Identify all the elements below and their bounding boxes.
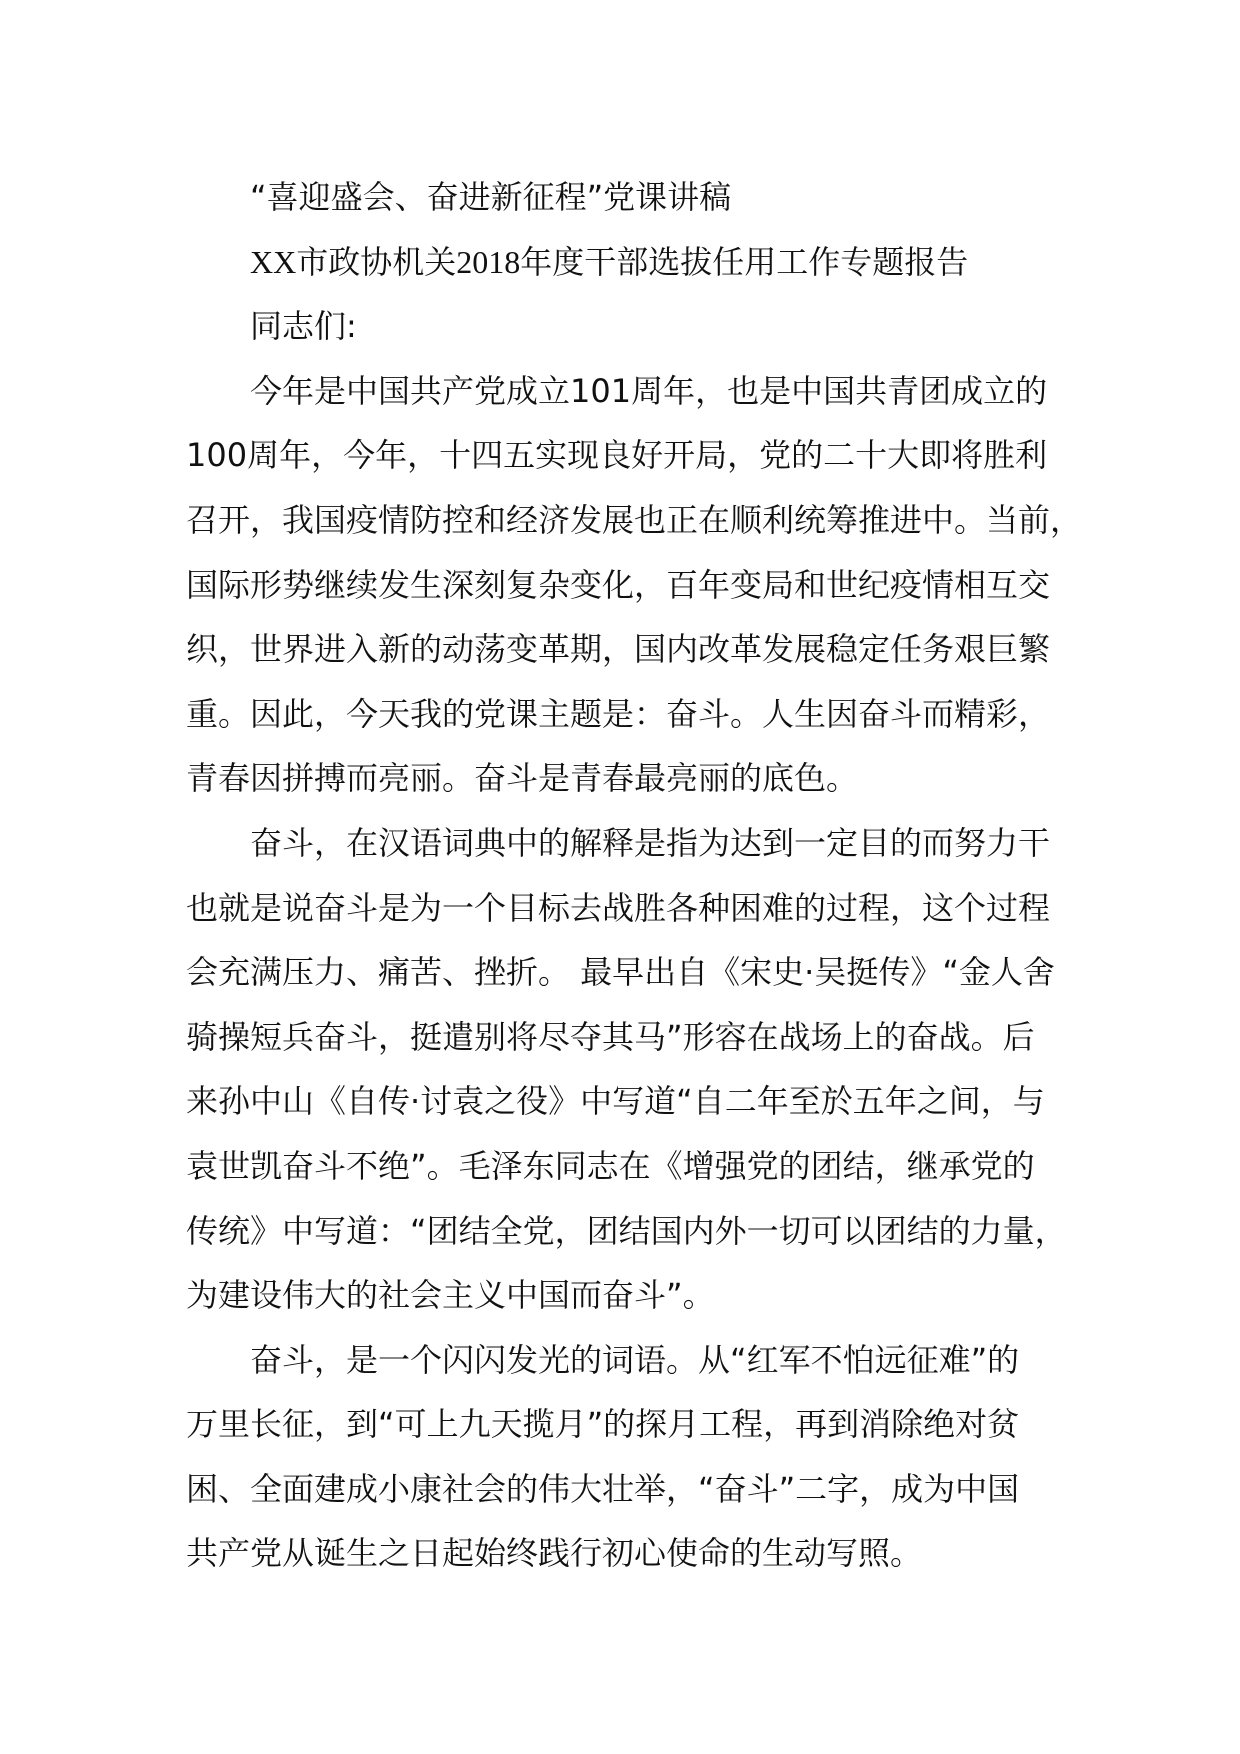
paragraph-3: [186, 1328, 1106, 1586]
paragraph-line: 奋斗，在汉语词典中的解释是指为达到一定目的而努力干: [250, 823, 1051, 862]
document-body: [186, 165, 1106, 1586]
paragraph-2: [186, 811, 1106, 1328]
paragraph-line: 国际形势继续发生深刻复杂变化，百年变局和世纪疫情相互交: [186, 565, 1051, 604]
paragraph-1: [186, 359, 1106, 811]
paragraph-line: 骑操短兵奋斗，挺遣别将尽夺其马”形容在战场上的奋战。后: [186, 1017, 1035, 1056]
document-subtitle: XX市政协机关2018年度干部选拔任用工作专题报告: [250, 243, 969, 280]
salutation: 同志们:: [250, 307, 357, 346]
paragraph-line: 共产党从诞生之日起始终践行初心使命的生动写照。: [186, 1534, 923, 1573]
paragraph-line: 来孙中山《自传·讨袁之役》中写道“自二年至於五年之间，与: [186, 1082, 1045, 1121]
paragraph-line: 袁世凯奋斗不绝”。毛泽东同志在《增强党的团结，继承党的: [186, 1146, 1035, 1185]
paragraph-line: 困、全面建成小康社会的伟大壮举，“奋斗”二字，成为中国: [186, 1469, 1020, 1508]
paragraph-line: 100周年，今年，十四五实现良好开局，党的二十大即将胜利: [186, 436, 1048, 475]
paragraph-line: 织，世界进入新的动荡变革期，国内改革发展稳定任务艰巨繁: [186, 630, 1051, 669]
paragraph-line: 青春因拼搏而亮丽。奋斗是青春最亮丽的底色。: [186, 759, 859, 798]
paragraph-line: 也就是说奋斗是为一个目标去战胜各种困难的过程，这个过程: [186, 888, 1051, 927]
paragraph-line: 传统》中写道：“团结全党，团结国内外一切可以团结的力量，: [186, 1211, 1067, 1250]
paragraph-line: 为建设伟大的社会主义中国而奋斗”。: [186, 1276, 715, 1315]
document-title: “喜迎盛会、奋进新征程”党课讲稿: [250, 178, 732, 216]
paragraph-line: 召开，我国疫情防控和经济发展也正在顺利统筹推进中。当前，: [186, 500, 1083, 539]
paragraph-line: 万里长征，到“可上九天揽月”的探月工程，再到消除绝对贫: [186, 1405, 1020, 1444]
paragraph-line: 会充满压力、痛苦、挫折。 最早出自《宋史·吴挺传》“金人舍: [186, 953, 1055, 992]
paragraph-line: 重。因此，今天我的党课主题是：奋斗。人生因奋斗而精彩，: [186, 694, 1051, 733]
paragraph-line: 今年是中国共产党成立101周年，也是中国共青团成立的: [250, 371, 1048, 410]
paragraph-line: 奋斗，是一个闪闪发光的词语。从“红军不怕远征难”的: [250, 1340, 1020, 1379]
